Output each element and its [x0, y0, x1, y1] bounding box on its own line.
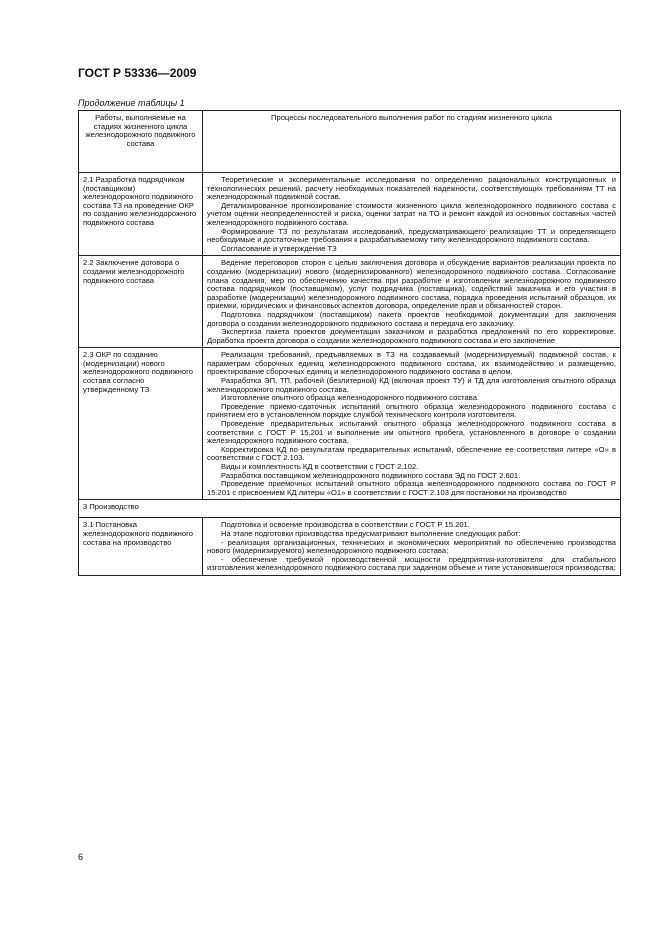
- section-production-heading: 3 Производство: [79, 500, 621, 518]
- row-processes-2-1: [203, 173, 621, 256]
- row-processes-2-2: [203, 256, 621, 348]
- process-paragraph: Виды и комплектность КД в соответствии с ГОСТ 2.102.: [221, 462, 419, 471]
- table-row: [79, 173, 621, 256]
- process-paragraph: Реализация требований, предъявляемых в ТЗ на создаваемый (модернизируемый) подвижной состав, к параметрам сборочных единиц железнодорожного подвижного состава, их взаимодействию и размещению, проектирование сборочных единиц и железнодорожного подвижного состава в целом.: [207, 350, 616, 377]
- section-row: [79, 500, 621, 518]
- table-row: [79, 518, 621, 576]
- page-number: 6: [78, 852, 84, 862]
- row-processes-2-3: [203, 348, 621, 500]
- header-works: Работы, выполняемые на стадиях жизненного цикла железнодорожного подвижного состава: [79, 111, 203, 173]
- process-paragraph: Проведение предварительных испытаний опытного образца железнодорожного подвижного состава в соответствии с ГОСТ Р 15.201 и выполнение им опытного пробега, установленного в договоре о создании железнодорожного подвижного состава.: [207, 419, 616, 446]
- process-paragraph: Согласование и утверждение ТЗ: [221, 243, 337, 253]
- header-processes: Процессы последовательного выполнения работ по стадиям жизненного цикла: [203, 111, 621, 173]
- process-paragraph: Подготовка подрядчиком (поставщиком) пакета проектов необходимой документации для заключения договора о создании железнодорожного подвижного состава и передача его заказчику.: [207, 309, 616, 328]
- process-paragraph: Разработка ЭП, ТП, рабочей (безлитерной) КД (включая проект ТУ) и ТД для изготовления опытного образца железнодорожного подвижного состава.: [207, 376, 616, 394]
- row-processes-3-1: [203, 518, 621, 576]
- process-paragraph: Формирование ТЗ по результатам исследований, предусматривающего реализацию ТТ и определяющего необходимые и достаточные требования к разрабатываемому типу железнодорожного подвижного состава.: [207, 226, 616, 245]
- process-paragraph: - обеспечение требуемой производственной мощности предприятия-изготовителя для стабильного изготовления железнодорожного подвижного состава при заданном объеме и типе установившегося производства;: [207, 554, 616, 573]
- row-work-2-3: 2.3 ОКР по созданию (модернизации) нового железнодорожного подвижного состава согласно утвержденному ТЗ: [79, 348, 203, 500]
- process-paragraph: Подготовка и освоение производства в соответствии с ГОСТ Р 15.201.: [221, 520, 470, 530]
- row-work-2-2: 2.2 Заключение договора о создании железнодорожного подвижного состава: [79, 256, 203, 348]
- process-paragraph: Проведение приемо-сдаточных испытаний опытного образца железнодорожного подвижного состава с принятием его в установленном порядке службой технического контроля изготовителя.: [207, 401, 616, 420]
- process-paragraph: Экспертиза пакета проектов документации заказчиком и разработка предложений по его корректировке. Доработка проекта договора о создании железнодорожного подвижного состава и его заключение: [207, 327, 616, 345]
- table-continuation-label: Продолжение таблицы 1: [78, 98, 185, 108]
- table-row: [79, 256, 621, 348]
- document-id: ГОСТ Р 53336—2009: [78, 66, 197, 80]
- process-paragraph: Изготовление опытного образца железнодорожного подвижного состава.: [221, 393, 480, 403]
- process-paragraph: - реализация организационных, технических и экономических мероприятий по обеспечению производства нового (модернизируемого) железнодорожного подвижного состава;: [207, 537, 616, 556]
- row-work-2-1: 2.1 Разработка подрядчиком (поставщиком) железнодорожного подвижного состава ТЗ на проведение ОКР по созданию железнодорожного подвижного состава: [79, 173, 203, 256]
- process-paragraph: Разработка поставщиком железнодорожного подвижного состава ЭД по ГОСТ 2.601.: [221, 470, 521, 480]
- table-row: [79, 348, 621, 500]
- process-paragraph: Корректировка КД по результатам предварительных испытаний, обеспечение ее соответствия литере «О» в соответствии с ГОСТ 2.103.: [207, 444, 616, 463]
- process-paragraph: На этапе подготовки производства предусматривают выполнение следующих работ:: [221, 528, 521, 538]
- process-paragraph: Теоретические и экспериментальные исследования по определению рациональных конструкционных и технологических решений, расчету необходимых показателей надежности, соответствующих требованиям ТТ на железнодорожный подвижной состав.: [207, 175, 616, 202]
- process-paragraph: Ведение переговоров сторон с целью заключения договора и обсуждение вариантов реализации проекта по созданию (модернизации) нового (модернизированного) железнодорожного подвижного состава. Согласование плана создания, мер по обеспечению качества при разработке и изготовлении железнодорожного подвижного состава подрядчиком (поставщиком), услуг подрядчика (поставщика), содействий заказчика и его участия в разработке (модернизации) железнодорожного подвижного состава, порядка проведения испытаний образцов, их приемки, юридических и финансовых аспектов договора, определение прав и обязанностей сторон.: [207, 258, 616, 311]
- table-header-row: [79, 111, 621, 173]
- lifecycle-table: [78, 110, 621, 576]
- process-paragraph: Проведение приемочных испытаний опытного образца железнодорожного подвижного состава по ГОСТ Р 15.201 с присвоением КД литеры «О1» в соответствии с ГОСТ 2.103 для постановки на производство: [207, 479, 616, 497]
- process-paragraph: Детализированное прогнозирование стоимости жизненного цикла железнодорожного подвижного состава с учетом оценки неопределенностей и риска, оценки затрат на ТО и ремонт каждой из основных составных частей железнодорожного подвижного состава.: [207, 200, 616, 227]
- row-work-3-1: 3.1 Постановка железнодорожного подвижного состава на производство: [79, 518, 203, 576]
